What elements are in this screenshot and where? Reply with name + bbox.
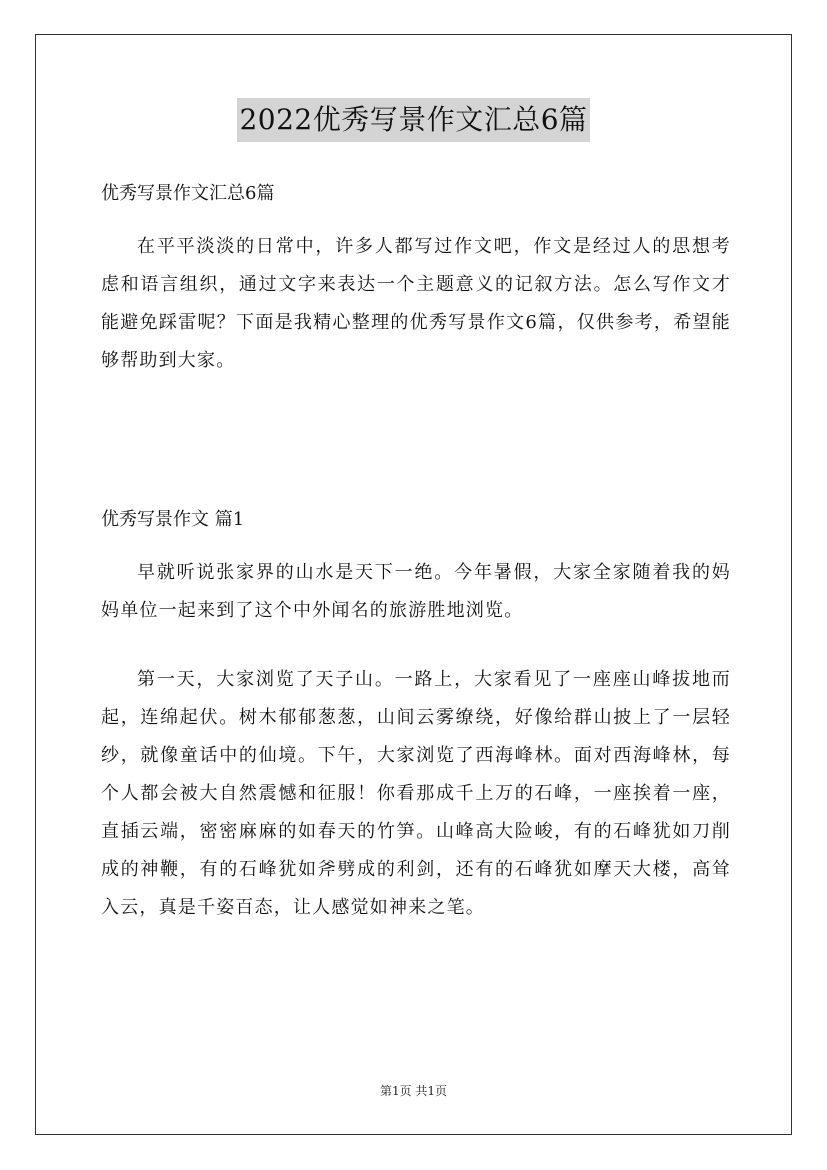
intro-paragraph: 在平平淡淡的日常中，许多人都写过作文吧，作文是经过人的思想考虑和语言组织，通过文字来表达一个主题意义的记叙方法。怎么写作文才能避免踩雷呢？下面是我精心整理的优秀写景作文6篇，仅供参考，希望能够帮助到大家。 xyxy=(101,236,731,371)
document-title: 2022优秀写景作文汇总6篇 xyxy=(237,98,589,142)
body-paragraph: 早就听说张家界的山水是天下一绝。今年暑假，大家全家随着我的妈妈单位一起来到了这个中外闻名的旅游胜地浏览。 xyxy=(101,562,731,621)
body-paragraph: 第一天，大家浏览了天子山。一路上，大家看见了一座座山峰拔地而起，连绵起伏。树木郁郁葱葱，山间云雾缭绕，好像给群山披上了一层轻纱，就像童话中的仙境。下午，大家浏览了西海峰林。面对西海峰林，每个人都会被大自然震憾和征服！你看那成千上万的石峰，一座挨着一座，直插云端，密密麻麻的如春天的竹笋。山峰高大险峻，有的石峰犹如刀削成的神鞭，有的石峰犹如斧劈成的利剑，还有的石峰犹如摩天大楼，高耸入云，真是千姿百态，让人感觉如神来之笔。 xyxy=(101,669,731,918)
title-container xyxy=(0,98,827,142)
page-number-footer: 第1页 共1页 xyxy=(379,1084,448,1098)
section-title: 优秀写景作文 篇1 xyxy=(101,509,245,530)
document-subtitle: 优秀写景作文汇总6篇 xyxy=(101,183,275,204)
